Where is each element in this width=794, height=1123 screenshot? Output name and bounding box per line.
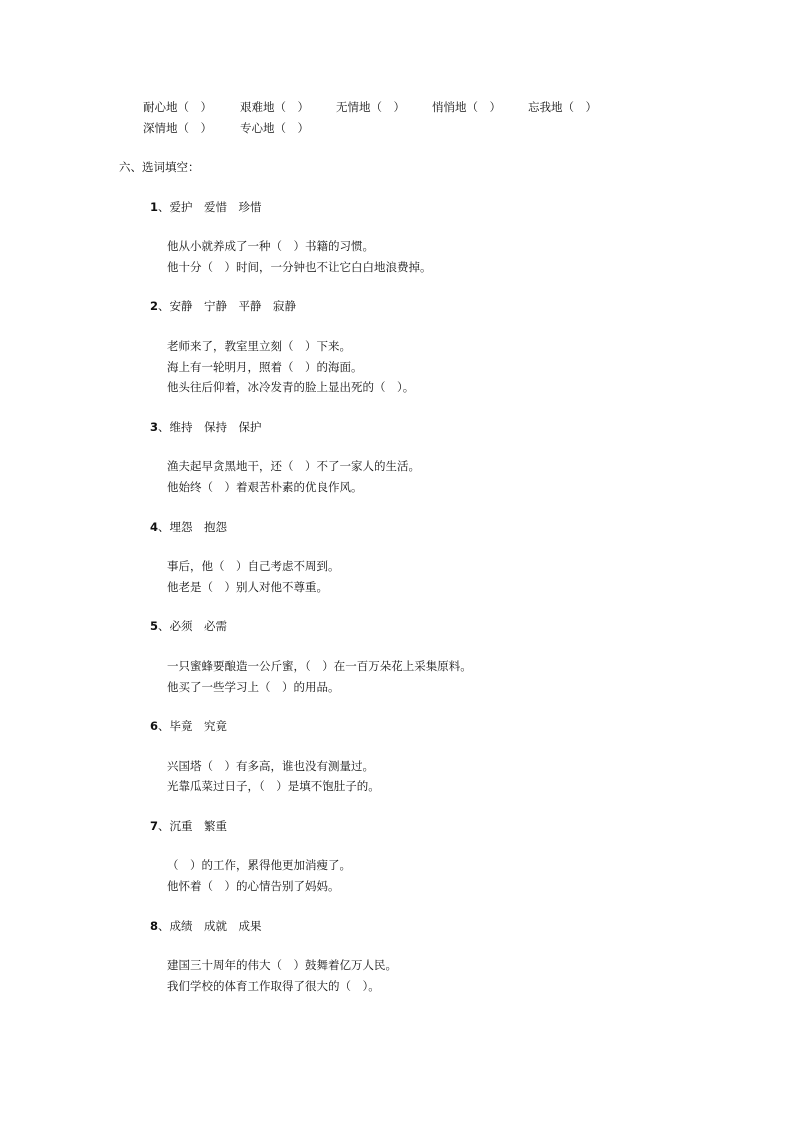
question-sentence: 他买了一些学习上（ ）的用品。 — [167, 680, 340, 694]
question-sentence: 我们学校的体育工作取得了很大的（ ）。 — [167, 979, 380, 993]
fill-item: 深情地（ ） — [143, 121, 212, 135]
question-number: 7 — [150, 819, 159, 833]
question-sentence: 建国三十周年的伟大（ ）鼓舞着亿万人民。 — [167, 958, 397, 972]
question-word-list — [150, 619, 227, 633]
question-number: 6 — [150, 719, 159, 733]
question-sentence: 他始终（ ）着艰苦朴素的优良作风。 — [167, 480, 363, 494]
fill-item: 耐心地（ ） — [143, 100, 212, 114]
question-sentence: （ ）的工作，累得他更加消瘦了。 — [167, 858, 351, 872]
fill-item: 悄悄地（ ） — [432, 100, 501, 114]
section-heading: 六、选词填空： — [119, 160, 200, 174]
question-word-list — [150, 919, 262, 933]
question-sentence: 光靠瓜菜过日子，（ ）是填不饱肚子的。 — [167, 779, 380, 793]
question-sentence: 事后，他（ ）自己考虑不周到。 — [167, 559, 340, 573]
question-words: 、埋怨 抱怨 — [158, 520, 228, 534]
question-sentence: 他十分（ ）时间，一分钟也不让它白白地浪费掉。 — [167, 260, 432, 274]
question-sentence: 他怀着（ ）的心情告别了妈妈。 — [167, 879, 340, 893]
fill-item: 无情地（ ） — [336, 100, 405, 114]
question-words: 、毕竟 究竟 — [158, 719, 228, 733]
fill-item: 专心地（ ） — [240, 121, 309, 135]
question-number: 3 — [150, 420, 159, 434]
question-number: 4 — [150, 520, 159, 534]
question-number: 5 — [150, 619, 159, 633]
question-sentence: 老师来了，教室里立刻（ ）下来。 — [167, 339, 351, 353]
question-sentence: 他从小就养成了一种（ ）书籍的习惯。 — [167, 239, 374, 253]
question-number: 8 — [150, 919, 159, 933]
question-words: 、安静 宁静 平静 寂静 — [158, 299, 297, 313]
question-word-list — [150, 719, 227, 733]
question-words: 、爱护 爱惜 珍惜 — [158, 200, 262, 214]
question-sentence: 海上有一轮明月，照着（ ）的海面。 — [167, 360, 363, 374]
question-sentence: 一只蜜蜂要酿造一公斤蜜，（ ）在一百万朵花上采集原料。 — [167, 659, 472, 673]
question-sentence: 他头往后仰着，冰冷发青的脸上显出死的（ ）。 — [167, 380, 415, 394]
question-word-list — [150, 520, 227, 534]
question-words: 、成绩 成就 成果 — [158, 919, 262, 933]
question-sentence: 兴国塔（ ）有多高，谁也没有测量过。 — [167, 759, 374, 773]
question-word-list — [150, 420, 262, 434]
question-word-list — [150, 819, 227, 833]
question-word-list — [150, 200, 262, 214]
question-words: 、维持 保持 保护 — [158, 420, 262, 434]
question-words: 、沉重 繁重 — [158, 819, 228, 833]
fill-item: 忘我地（ ） — [528, 100, 597, 114]
question-number: 1 — [150, 200, 159, 214]
question-sentence: 渔夫起早贪黑地干，还（ ）不了一家人的生活。 — [167, 459, 420, 473]
question-number: 2 — [150, 299, 159, 313]
question-sentence: 他老是（ ）别人对他不尊重。 — [167, 580, 328, 594]
question-words: 、必须 必需 — [158, 619, 228, 633]
fill-item: 艰难地（ ） — [240, 100, 309, 114]
question-word-list — [150, 299, 296, 313]
